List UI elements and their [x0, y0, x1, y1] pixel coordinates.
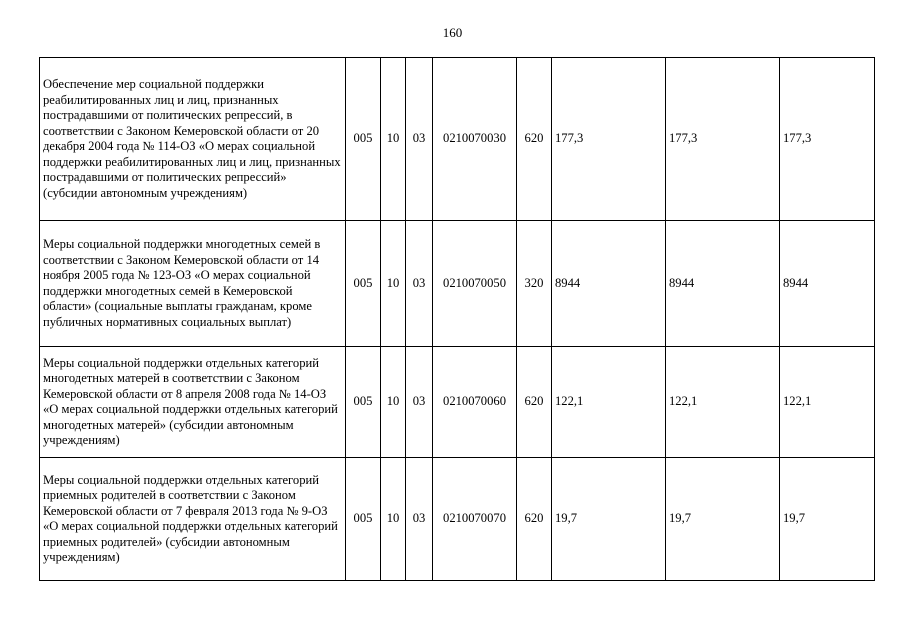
amount-year-1: 8944	[552, 221, 666, 347]
table-row	[40, 58, 875, 221]
ministry-code: 005	[346, 221, 381, 347]
target-article-code: 0210070030	[433, 58, 517, 221]
subsection-code: 03	[406, 221, 433, 347]
amount-year-3: 19,7	[780, 458, 875, 581]
amount-year-1: 19,7	[552, 458, 666, 581]
amount-year-2: 8944	[666, 221, 780, 347]
amount-year-3: 122,1	[780, 347, 875, 458]
budget-table	[39, 57, 875, 581]
page-number: 160	[442, 25, 463, 40]
ministry-code: 005	[346, 58, 381, 221]
table-row	[40, 221, 875, 347]
expense-type-code: 620	[517, 58, 552, 221]
amount-year-1: 177,3	[552, 58, 666, 221]
expense-type-code: 620	[517, 347, 552, 458]
section-code: 10	[381, 458, 406, 581]
amount-year-2: 19,7	[666, 458, 780, 581]
target-article-code: 0210070050	[433, 221, 517, 347]
ministry-code: 005	[346, 347, 381, 458]
table-row	[40, 347, 875, 458]
subsection-code: 03	[406, 58, 433, 221]
row-description: Меры социальной поддержки отдельных категорий многодетных матерей в соответствии с Законом Кемеровской области от 8 апреля 2008 года № 14-ОЗ «О мерах социальной поддержки отдельных категорий многодетных матерей» (субсидии автономным учреждениям)	[40, 347, 346, 458]
target-article-code: 0210070070	[433, 458, 517, 581]
expense-type-code: 320	[517, 221, 552, 347]
section-code: 10	[381, 221, 406, 347]
amount-year-3: 8944	[780, 221, 875, 347]
table-row	[40, 458, 875, 581]
row-description: Обеспечение мер социальной поддержки реабилитированных лиц и лиц, признанных пострадавшими от политических репрессий, в соответствии с Законом Кемеровской области от 20 декабря 2004 года № 114-ОЗ «О мерах социальной поддержки реабилитированных лиц и лиц, признанных пострадавшими от политических репрессий» (субсидии автономным учреждениям)	[40, 58, 346, 221]
amount-year-2: 177,3	[666, 58, 780, 221]
amount-year-1: 122,1	[552, 347, 666, 458]
ministry-code: 005	[346, 458, 381, 581]
expense-type-code: 620	[517, 458, 552, 581]
subsection-code: 03	[406, 347, 433, 458]
row-description: Меры социальной поддержки отдельных категорий приемных родителей в соответствии с Законом Кемеровской области от 7 февраля 2013 года № 9-ОЗ «О мерах социальной поддержки отдельных категорий приемных родителей» (субсидии автономным учреждениям)	[40, 458, 346, 581]
amount-year-3: 177,3	[780, 58, 875, 221]
target-article-code: 0210070060	[433, 347, 517, 458]
row-description: Меры социальной поддержки многодетных семей в соответствии с Законом Кемеровской области от 14 ноября 2005 года № 123-ОЗ «О мерах социальной поддержки многодетных семей в Кемеровской области» (социальные выплаты гражданам, кроме публичных нормативных социальных выплат)	[40, 221, 346, 347]
amount-year-2: 122,1	[666, 347, 780, 458]
subsection-code: 03	[406, 458, 433, 581]
section-code: 10	[381, 347, 406, 458]
section-code: 10	[381, 58, 406, 221]
